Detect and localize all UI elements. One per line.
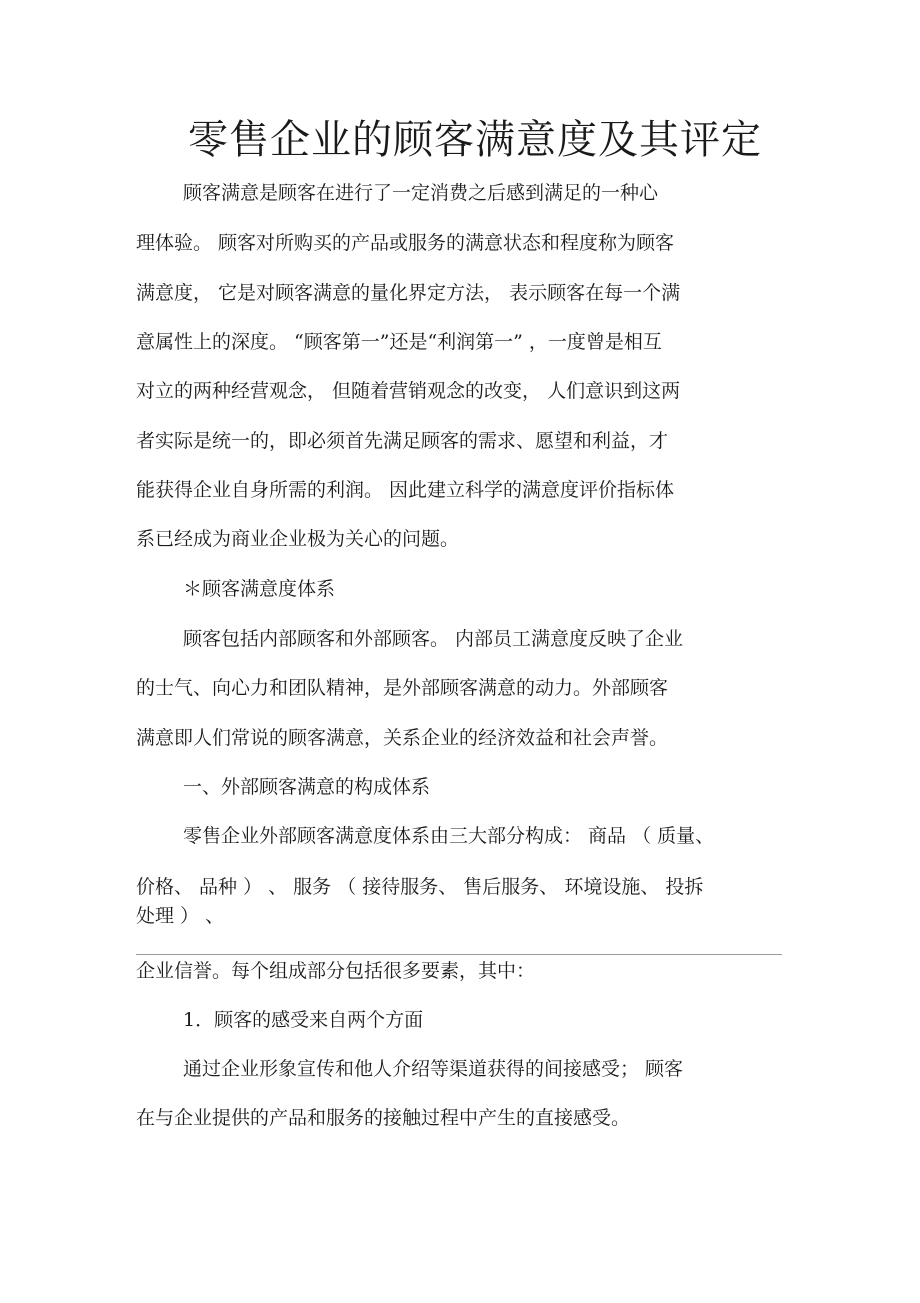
paragraph-1-line-2: 理体验。 顾客对所购买的产品或服务的满意状态和程度称为顾客	[136, 232, 675, 254]
paragraph-1-line-3: 满意度， 它是对顾客满意的量化界定方法， 表示顾客在每一个满	[136, 282, 681, 304]
paragraph-3-line-1: 零售企业外部顾客满意度体系由三大部分构成： 商品 （ 质量、	[183, 825, 715, 847]
document-title: 零售企业的顾客满意度及其评定	[188, 117, 762, 163]
paragraph-1-line-5: 对立的两种经营观念， 但随着营销观念的改变， 人们意识到这两	[136, 380, 681, 402]
paragraph-2-line-3: 满意即人们常说的顾客满意，关系企业的经济效益和社会声誉。	[136, 727, 669, 749]
paragraph-2-line-1: 顾客包括内部顾客和外部顾客。 内部员工满意度反映了企业	[183, 628, 684, 650]
paragraph-4-line-1: 通过企业形象宣传和他人介绍等渠道获得的间接感受； 顾客	[183, 1058, 684, 1080]
paragraph-1-line-8: 系已经成为商业企业极为关心的问题。	[136, 528, 460, 550]
subsection-heading-customer-feelings: 1．顾客的感受来自两个方面	[183, 1009, 424, 1031]
paragraph-3-line-3: 处理 ） 、	[136, 905, 225, 927]
paragraph-1-line-1: 顾客满意是顾客在进行了一定消费之后感到满足的一种心	[183, 182, 659, 204]
paragraph-1-line-6: 者实际是统一的，即必须首先满足顾客的需求、愿望和利益，才	[136, 430, 669, 452]
section-heading-external-customer: 一、外部顾客满意的构成体系	[183, 776, 431, 798]
section-heading-satisfaction-system: ＊顾客满意度体系	[183, 578, 336, 600]
page-divider	[136, 954, 782, 955]
paragraph-3-line-4: 企业信誉。每个组成部分包括很多要素，其中：	[136, 960, 536, 982]
paragraph-4-line-2: 在与企业提供的产品和服务的接触过程中产生的直接感受。	[136, 1107, 631, 1129]
paragraph-1-line-4: 意属性上的深度。 “顾客第一”还是“利润第一” ，一度曾是相互	[136, 331, 662, 353]
paragraph-2-line-2: 的士气、向心力和团队精神，是外部顾客满意的动力。外部顾客	[136, 677, 669, 699]
paragraph-3-line-2: 价格、 品种 ） 、 服务 （ 接待服务、 售后服务、 环境设施、 投拆	[136, 876, 704, 898]
paragraph-1-line-7: 能获得企业自身所需的利润。 因此建立科学的满意度评价指标体	[136, 479, 675, 501]
